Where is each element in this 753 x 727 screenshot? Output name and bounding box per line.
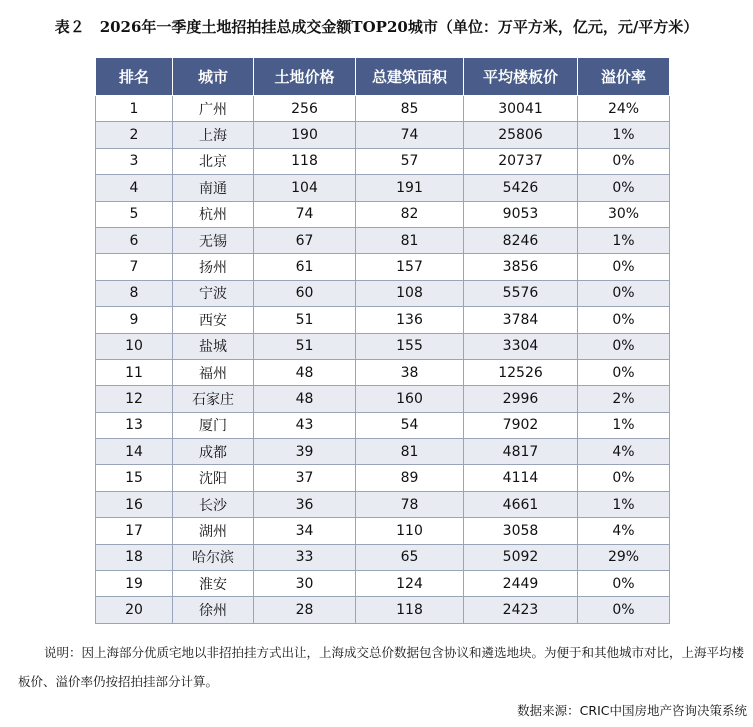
land-price-cell: 48 (254, 386, 356, 412)
rank-cell: 16 (96, 491, 173, 517)
floor-area-cell: 191 (356, 175, 464, 201)
rank-cell: 6 (96, 227, 173, 253)
rank-cell: 9 (96, 307, 173, 333)
floor-area-cell: 155 (356, 333, 464, 359)
city-cell: 宁波 (173, 280, 254, 306)
table-row (96, 439, 670, 465)
table-row (96, 491, 670, 517)
table-row (96, 122, 670, 148)
floor-area-cell: 82 (356, 201, 464, 227)
premium-rate-cell: 30% (578, 201, 670, 227)
city-cell: 扬州 (173, 254, 254, 280)
rank-cell: 3 (96, 148, 173, 174)
premium-rate-cell: 2% (578, 386, 670, 412)
rank-cell: 8 (96, 280, 173, 306)
ranking-table (95, 57, 670, 624)
rank-cell: 18 (96, 544, 173, 570)
table-row (96, 412, 670, 438)
table-header-row (96, 58, 670, 96)
land-price-cell: 51 (254, 307, 356, 333)
city-cell: 广州 (173, 96, 254, 122)
table-row (96, 227, 670, 253)
city-cell: 南通 (173, 175, 254, 201)
avg-floor-price-cell: 2996 (464, 386, 578, 412)
land-price-cell: 30 (254, 571, 356, 597)
city-cell: 哈尔滨 (173, 544, 254, 570)
table-row (96, 280, 670, 306)
city-cell: 北京 (173, 148, 254, 174)
premium-rate-cell: 0% (578, 597, 670, 623)
table-title: 表２ 2026年一季度土地招拍挂总成交金额TOP20城市（单位：万平方米，亿元，元/平方米） (54, 18, 699, 36)
premium-rate-cell: 0% (578, 333, 670, 359)
premium-rate-cell: 1% (578, 122, 670, 148)
floor-area-cell: 124 (356, 571, 464, 597)
city-cell: 沈阳 (173, 465, 254, 491)
city-cell: 盐城 (173, 333, 254, 359)
avg-floor-price-cell: 2449 (464, 571, 578, 597)
avg-floor-price-cell: 3058 (464, 518, 578, 544)
avg-floor-price-cell: 2423 (464, 597, 578, 623)
table-row (96, 254, 670, 280)
avg-floor-price-cell: 9053 (464, 201, 578, 227)
avg-floor-price-cell: 3784 (464, 307, 578, 333)
land-price-cell: 28 (254, 597, 356, 623)
avg-floor-price-cell: 5576 (464, 280, 578, 306)
city-cell: 上海 (173, 122, 254, 148)
table-row (96, 571, 670, 597)
land-price-cell: 37 (254, 465, 356, 491)
land-price-cell: 39 (254, 439, 356, 465)
city-cell: 无锡 (173, 227, 254, 253)
rank-cell: 15 (96, 465, 173, 491)
city-cell: 徐州 (173, 597, 254, 623)
city-cell: 厦门 (173, 412, 254, 438)
floor-area-cell: 81 (356, 439, 464, 465)
floor-area-cell: 89 (356, 465, 464, 491)
avg-floor-price-cell: 5092 (464, 544, 578, 570)
premium-rate-cell: 0% (578, 148, 670, 174)
floor-area-cell: 136 (356, 307, 464, 333)
premium-rate-cell: 24% (578, 96, 670, 122)
land-price-cell: 190 (254, 122, 356, 148)
rank-cell: 7 (96, 254, 173, 280)
land-price-cell: 33 (254, 544, 356, 570)
city-cell: 杭州 (173, 201, 254, 227)
city-cell: 湖州 (173, 518, 254, 544)
floor-area-cell: 160 (356, 386, 464, 412)
table-row (96, 96, 670, 122)
rank-cell: 5 (96, 201, 173, 227)
city-cell: 淮安 (173, 571, 254, 597)
footnote: 说明：因上海部分优质宅地以非招拍挂方式出让，上海成交总价数据包含协议和遴选地块。为便于和其他城市对比，上海平均楼板价、溢价率仍按招拍挂部分计算。 (18, 645, 745, 689)
avg-floor-price-cell: 20737 (464, 148, 578, 174)
city-cell: 长沙 (173, 491, 254, 517)
floor-area-cell: 78 (356, 491, 464, 517)
floor-area-cell: 57 (356, 148, 464, 174)
city-cell: 成都 (173, 439, 254, 465)
rank-cell: 2 (96, 122, 173, 148)
land-price-cell: 118 (254, 148, 356, 174)
land-price-cell: 36 (254, 491, 356, 517)
column-header: 溢价率 (578, 58, 670, 96)
premium-rate-cell: 1% (578, 412, 670, 438)
avg-floor-price-cell: 12526 (464, 359, 578, 385)
city-cell: 福州 (173, 359, 254, 385)
floor-area-cell: 108 (356, 280, 464, 306)
premium-rate-cell: 0% (578, 571, 670, 597)
premium-rate-cell: 1% (578, 491, 670, 517)
table-row (96, 359, 670, 385)
rank-cell: 20 (96, 597, 173, 623)
table-row (96, 201, 670, 227)
premium-rate-cell: 0% (578, 465, 670, 491)
avg-floor-price-cell: 3856 (464, 254, 578, 280)
floor-area-cell: 81 (356, 227, 464, 253)
premium-rate-cell: 0% (578, 307, 670, 333)
premium-rate-cell: 0% (578, 359, 670, 385)
city-cell: 石家庄 (173, 386, 254, 412)
premium-rate-cell: 0% (578, 175, 670, 201)
land-price-cell: 43 (254, 412, 356, 438)
column-header: 城市 (173, 58, 254, 96)
premium-rate-cell: 4% (578, 518, 670, 544)
column-header: 排名 (96, 58, 173, 96)
floor-area-cell: 74 (356, 122, 464, 148)
table-row (96, 465, 670, 491)
avg-floor-price-cell: 5426 (464, 175, 578, 201)
avg-floor-price-cell: 4114 (464, 465, 578, 491)
floor-area-cell: 110 (356, 518, 464, 544)
land-price-cell: 51 (254, 333, 356, 359)
rank-cell: 4 (96, 175, 173, 201)
column-header: 平均楼板价 (464, 58, 578, 96)
land-price-cell: 74 (254, 201, 356, 227)
column-header: 总建筑面积 (356, 58, 464, 96)
rank-cell: 12 (96, 386, 173, 412)
rank-cell: 17 (96, 518, 173, 544)
avg-floor-price-cell: 30041 (464, 96, 578, 122)
city-cell: 西安 (173, 307, 254, 333)
floor-area-cell: 157 (356, 254, 464, 280)
table-row (96, 333, 670, 359)
land-price-cell: 60 (254, 280, 356, 306)
rank-cell: 11 (96, 359, 173, 385)
land-price-cell: 34 (254, 518, 356, 544)
table-row (96, 307, 670, 333)
land-price-cell: 104 (254, 175, 356, 201)
land-price-cell: 67 (254, 227, 356, 253)
table-row (96, 148, 670, 174)
table-row (96, 544, 670, 570)
land-price-cell: 48 (254, 359, 356, 385)
avg-floor-price-cell: 25806 (464, 122, 578, 148)
floor-area-cell: 65 (356, 544, 464, 570)
premium-rate-cell: 29% (578, 544, 670, 570)
table-row (96, 386, 670, 412)
premium-rate-cell: 4% (578, 439, 670, 465)
rank-cell: 13 (96, 412, 173, 438)
premium-rate-cell: 1% (578, 227, 670, 253)
avg-floor-price-cell: 4661 (464, 491, 578, 517)
data-source: 数据来源：CRIC中国房地产咨询决策系统 (517, 703, 747, 718)
avg-floor-price-cell: 7902 (464, 412, 578, 438)
avg-floor-price-cell: 4817 (464, 439, 578, 465)
table-row (96, 597, 670, 623)
land-price-cell: 256 (254, 96, 356, 122)
premium-rate-cell: 0% (578, 280, 670, 306)
premium-rate-cell: 0% (578, 254, 670, 280)
rank-cell: 10 (96, 333, 173, 359)
floor-area-cell: 85 (356, 96, 464, 122)
rank-cell: 19 (96, 571, 173, 597)
table-row (96, 175, 670, 201)
floor-area-cell: 54 (356, 412, 464, 438)
land-price-cell: 61 (254, 254, 356, 280)
avg-floor-price-cell: 8246 (464, 227, 578, 253)
column-header: 土地价格 (254, 58, 356, 96)
table-row (96, 518, 670, 544)
floor-area-cell: 118 (356, 597, 464, 623)
avg-floor-price-cell: 3304 (464, 333, 578, 359)
rank-cell: 14 (96, 439, 173, 465)
floor-area-cell: 38 (356, 359, 464, 385)
rank-cell: 1 (96, 96, 173, 122)
